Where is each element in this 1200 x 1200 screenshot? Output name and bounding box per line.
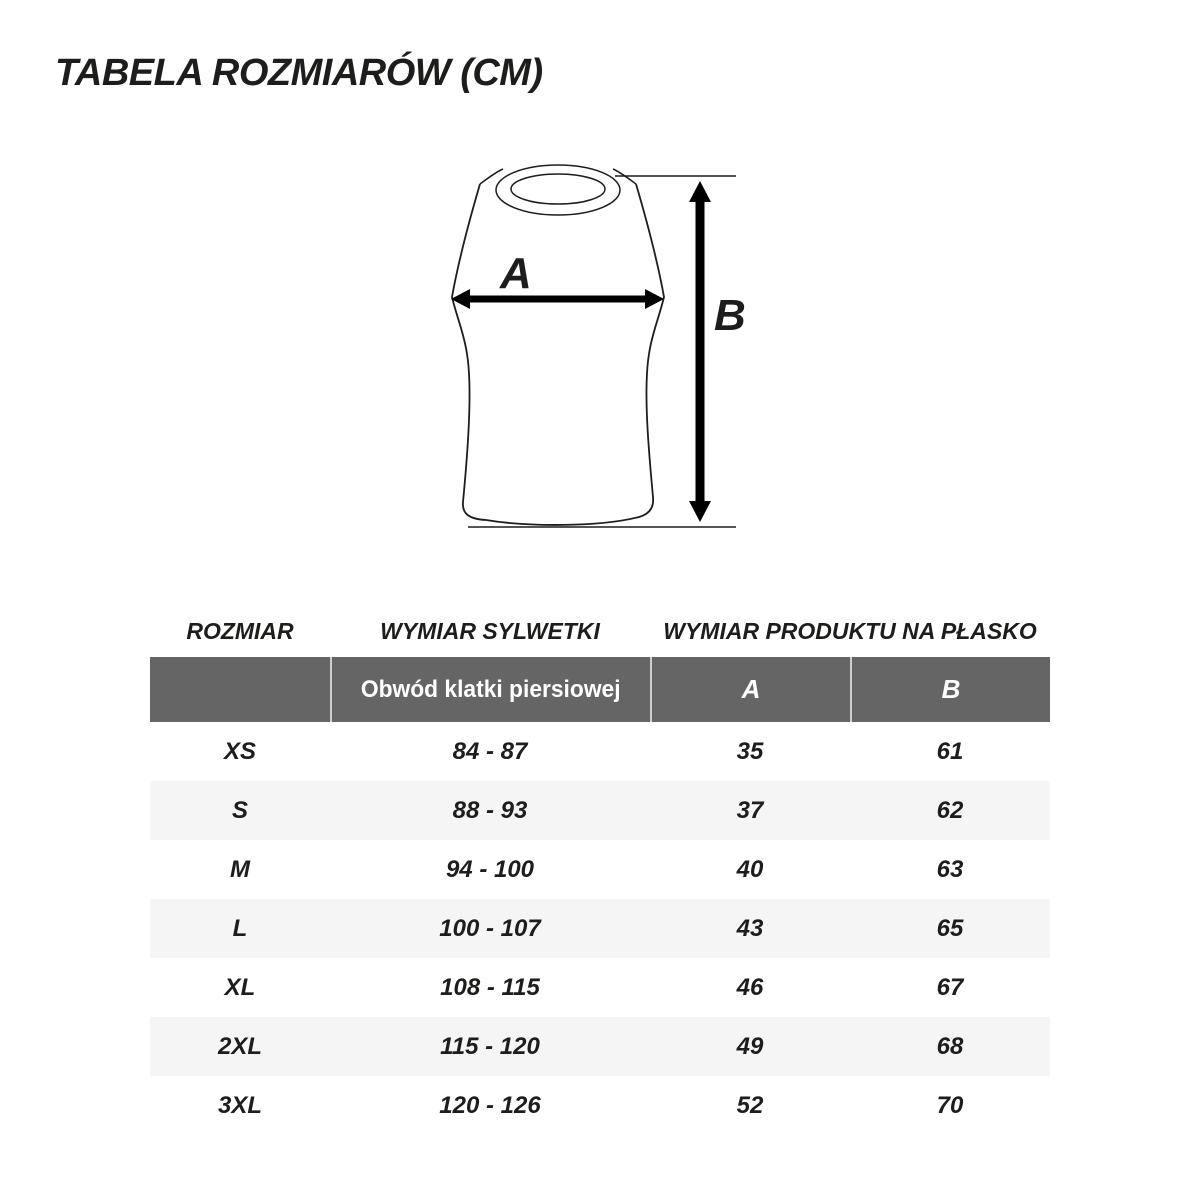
subheader-b: B (941, 674, 961, 704)
arrow-b-head-top (689, 181, 711, 202)
collar-outer-icon (496, 165, 620, 215)
arrow-b-head-bottom (689, 501, 711, 522)
group-header-rozmiar: ROZMIAR (186, 618, 294, 644)
table-row-m (150, 840, 1050, 899)
cell-a: 46 (736, 973, 764, 1001)
cell-a: 35 (736, 737, 764, 765)
cell-chest: 100 - 107 (439, 914, 541, 942)
cell-size: XS (223, 737, 256, 765)
tank-top-diagram (430, 155, 760, 550)
table-row-l (150, 899, 1050, 958)
group-header-wymiar-sylwetki: WYMIAR SYLWETKI (380, 618, 600, 644)
collar-inner-icon (511, 174, 605, 204)
cell-a: 52 (736, 1091, 764, 1119)
tank-top-svg (430, 155, 760, 550)
table-row-2xl (150, 1017, 1050, 1076)
cell-b: 65 (936, 914, 964, 942)
group-header-wymiar-produktu: WYMIAR PRODUKTU NA PŁASKO (663, 618, 1037, 644)
cell-chest: 84 - 87 (452, 737, 528, 765)
cell-chest: 88 - 93 (452, 796, 528, 824)
cell-a: 37 (736, 796, 764, 824)
cell-b: 70 (936, 1091, 964, 1119)
tank-top-outline (452, 184, 664, 525)
table-row-3xl (150, 1076, 1050, 1135)
subheader-row (150, 657, 1050, 722)
cell-b: 68 (936, 1032, 964, 1060)
cell-b: 62 (936, 796, 964, 824)
subheader-size-empty (150, 657, 330, 722)
cell-chest: 115 - 120 (440, 1032, 540, 1060)
cell-b: 63 (936, 855, 964, 883)
cell-size: M (230, 855, 250, 883)
subheader-chest: Obwód klatki piersiowej (361, 675, 621, 703)
subheader-a: A (741, 674, 761, 704)
cell-size: XL (224, 973, 256, 1001)
table-row-xl (150, 958, 1050, 1017)
cell-chest: 120 - 126 (439, 1091, 541, 1119)
cell-size: 2XL (217, 1032, 262, 1060)
size-table (150, 606, 1050, 1135)
page-title: TABELA ROZMIARÓW (CM) (55, 52, 543, 94)
cell-size: S (231, 796, 248, 824)
label-b: B (714, 291, 746, 340)
cell-a: 40 (736, 855, 764, 883)
cell-b: 61 (936, 737, 964, 765)
cell-chest: 94 - 100 (445, 855, 535, 883)
table-row-s (150, 781, 1050, 840)
cell-size: 3XL (217, 1091, 262, 1119)
cell-a: 43 (736, 914, 764, 942)
group-header-row (150, 606, 1050, 657)
cell-b: 67 (936, 973, 964, 1001)
label-a: A (500, 249, 532, 298)
cell-chest: 108 - 115 (440, 973, 540, 1001)
table-row-xs (150, 722, 1050, 781)
cell-a: 49 (736, 1032, 764, 1060)
cell-size: L (232, 914, 248, 942)
